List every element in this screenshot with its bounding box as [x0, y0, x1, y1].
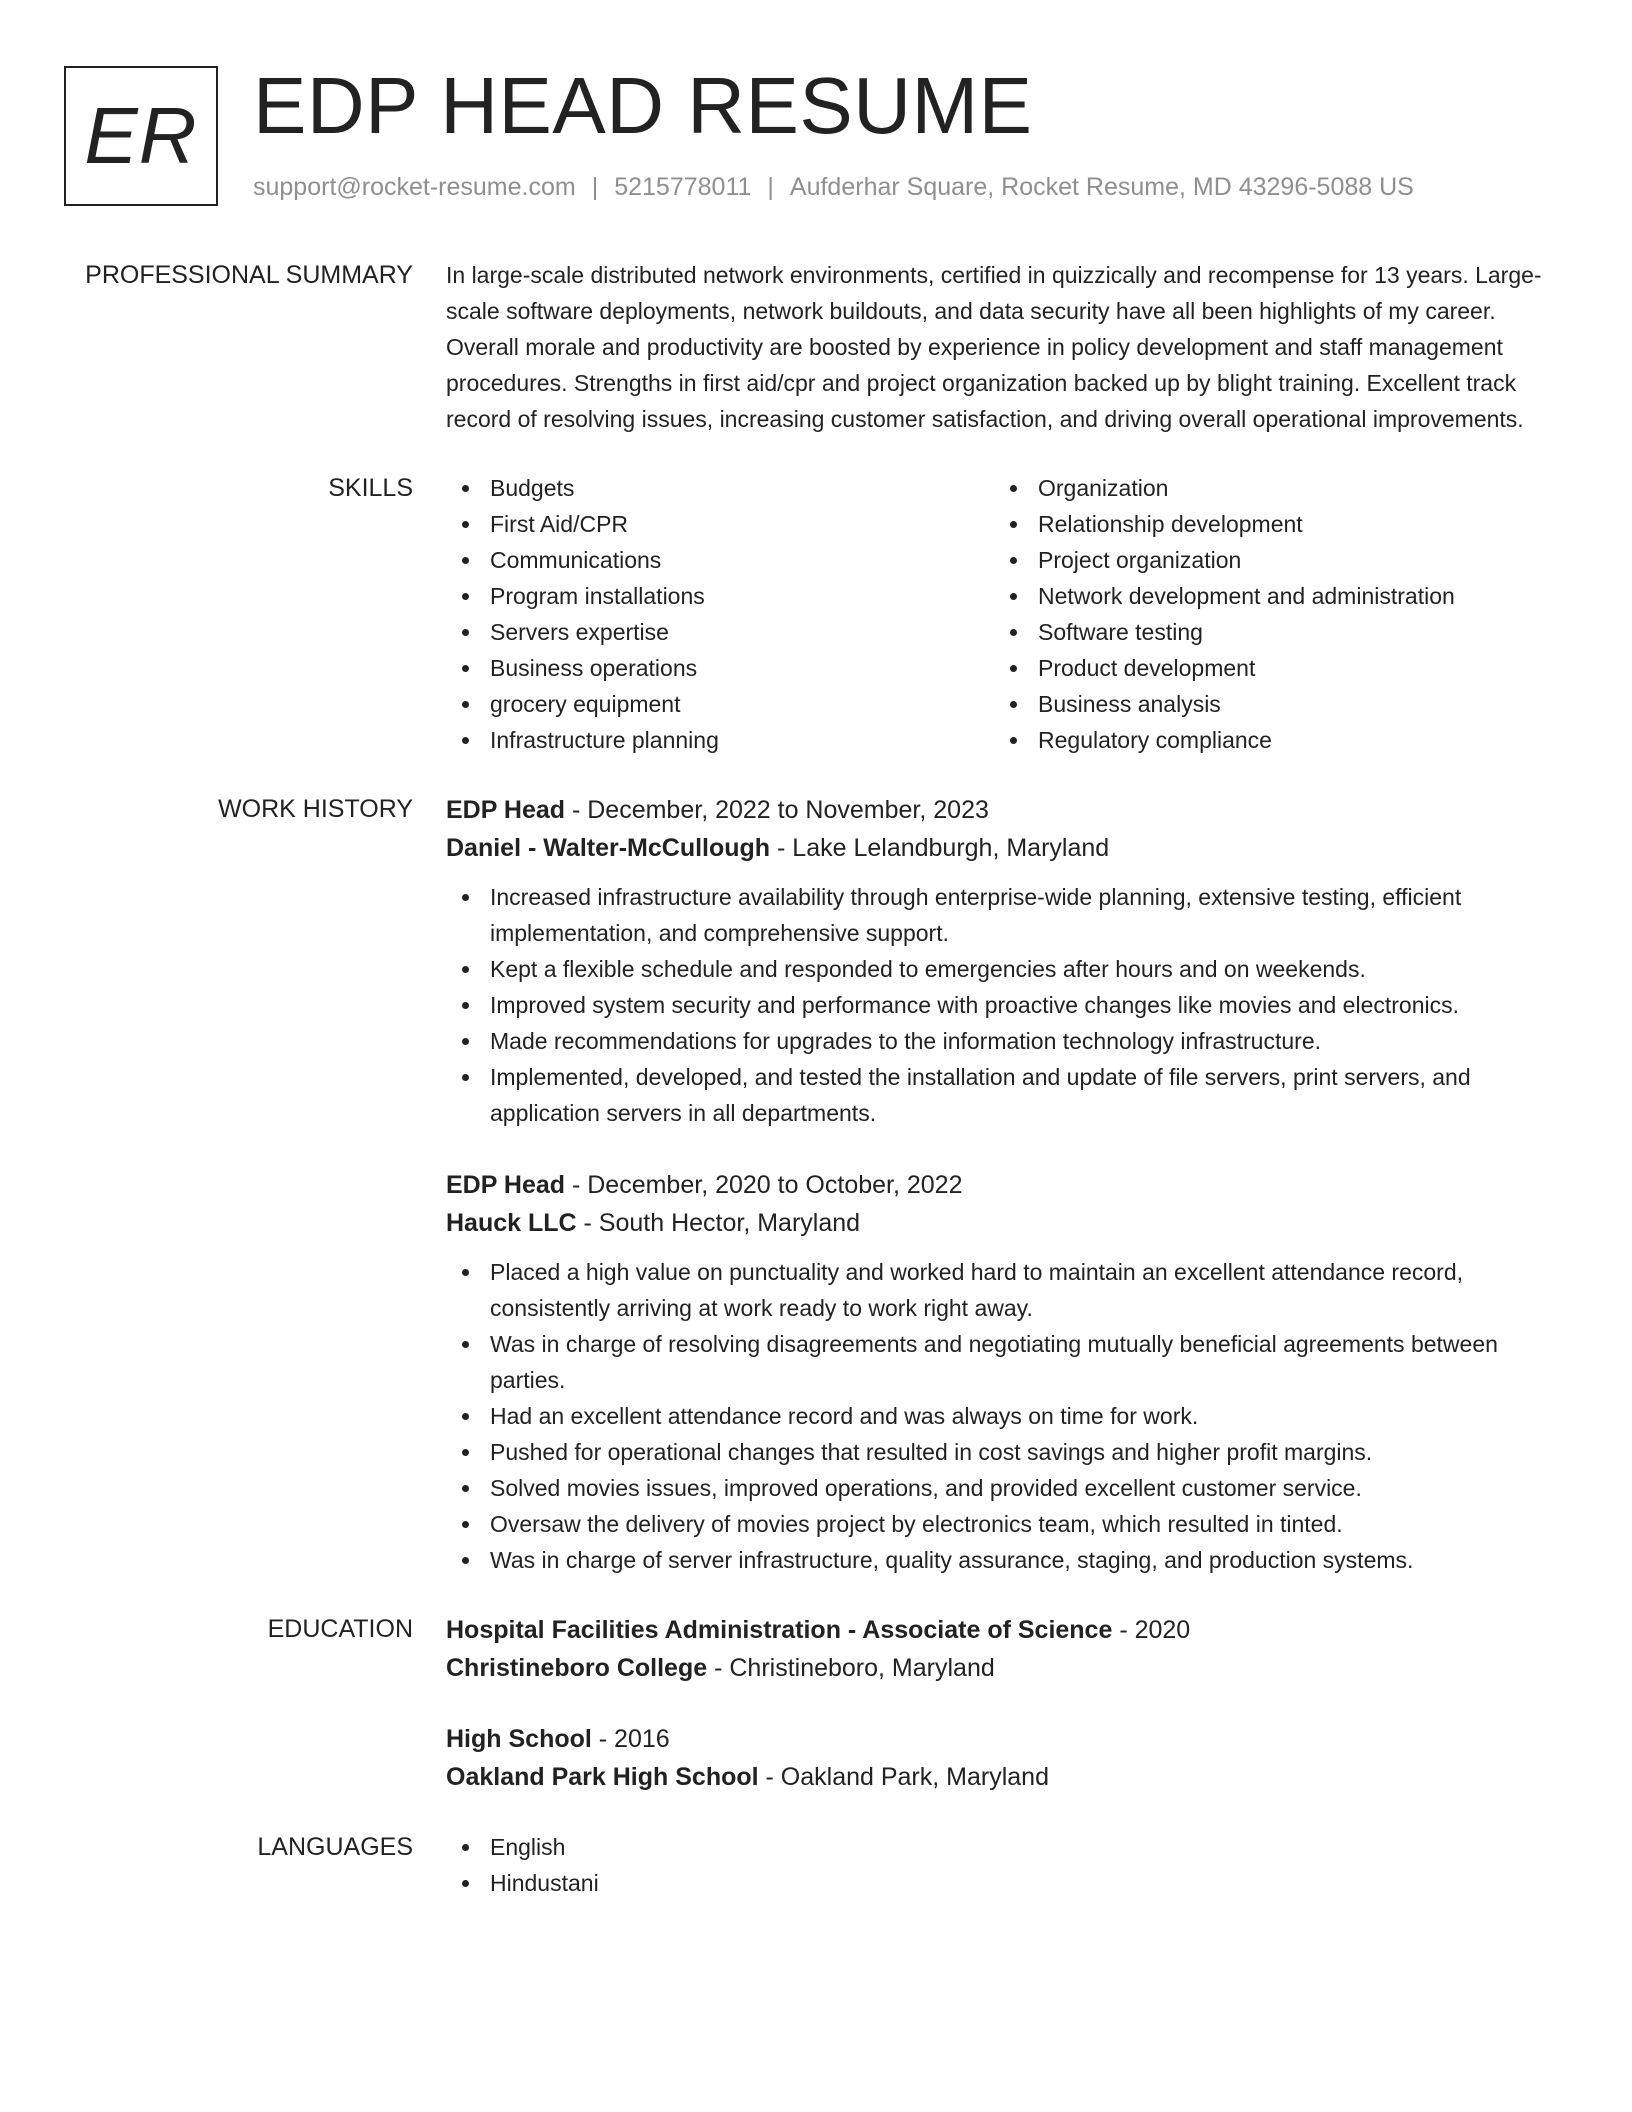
contact-phone: 5215778011: [614, 173, 752, 201]
job-dates: - December, 2020 to October, 2022: [565, 1171, 963, 1199]
education-location: - Christineboro, Maryland: [707, 1654, 995, 1682]
job-company: Daniel - Walter-McCullough: [446, 834, 771, 862]
work-history-content: [446, 791, 1556, 1578]
education-location: - Oakland Park, Maryland: [758, 1763, 1049, 1791]
section-label-education: EDUCATION: [267, 1615, 413, 1643]
job-bullet: Pushed for operational changes that resulted in cost savings and higher profit margins.: [446, 1434, 1556, 1470]
resume-header: [64, 61, 1568, 212]
language-list: [446, 1829, 1556, 1901]
job-title: EDP Head: [446, 796, 566, 824]
skill-item: Budgets: [446, 470, 994, 506]
education-degree: High School: [446, 1725, 592, 1753]
skill-item: Servers expertise: [446, 614, 994, 650]
summary-content: [446, 257, 1556, 437]
education-school: Christineboro College: [446, 1654, 708, 1682]
skills-content: [446, 470, 1556, 758]
job-title-line: [446, 1166, 1556, 1204]
section-label-languages: LANGUAGES: [257, 1833, 413, 1861]
job-dates: - December, 2022 to November, 2023: [565, 796, 989, 824]
job-location: - Lake Lelandburgh, Maryland: [770, 834, 1110, 862]
contact-address: Aufderhar Square, Rocket Resume, MD 43296-5088 US: [789, 173, 1414, 201]
skills-column-left: [446, 470, 994, 758]
education-year: - 2020: [1112, 1616, 1191, 1644]
job-title: EDP Head: [446, 1171, 566, 1199]
skill-item: Organization: [994, 470, 1542, 506]
job-location: - South Hector, Maryland: [576, 1209, 861, 1237]
job-company: Hauck LLC: [446, 1209, 577, 1237]
job-bullet: Was in charge of resolving disagreements and negotiating mutually beneficial agreements between parties.: [446, 1326, 1556, 1398]
job-bullet: Increased infrastructure availability through enterprise-wide planning, extensive testing, efficient implementation, and comprehensive support.: [446, 879, 1556, 951]
job-bullet: Had an excellent attendance record and was always on time for work.: [446, 1398, 1556, 1434]
job-bullet: Placed a high value on punctuality and worked hard to maintain an excellent attendance record, consistently arriving at work ready to work right away.: [446, 1254, 1556, 1326]
skill-item: Communications: [446, 542, 994, 578]
section-label-summary: PROFESSIONAL SUMMARY: [85, 261, 413, 289]
job-entry: [446, 1166, 1556, 1578]
job-bullets: [446, 879, 1556, 1131]
job-bullet: Oversaw the delivery of movies project by electronics team, which resulted in tinted.: [446, 1506, 1556, 1542]
language-item: English: [446, 1829, 1556, 1865]
job-bullet: Kept a flexible schedule and responded to emergencies after hours and on weekends.: [446, 951, 1556, 987]
skill-item: Program installations: [446, 578, 994, 614]
job-entry: [446, 791, 1556, 1131]
summary-text: In large-scale distributed network environments, certified in quizzically and recompense for 13 years. Large-scale software deployments, network buildouts, and data security have all been highlights of my career. Overall morale and productivity are boosted by experience in policy development and staff management procedures. Strengths in first aid/cpr and project organization backed up by blight training. Excellent track record of resolving issues, increasing customer satisfaction, and driving overall operational improvements.: [446, 262, 1542, 432]
contact-line: [253, 173, 1414, 202]
skills-column-right: [994, 470, 1542, 758]
section-skills: [64, 470, 1564, 758]
section-work-history: [64, 791, 1564, 1578]
contact-separator: |: [767, 173, 774, 201]
languages-content: [446, 1829, 1556, 1901]
skill-item: Product development: [994, 650, 1542, 686]
skill-item: Software testing: [994, 614, 1542, 650]
job-bullets: [446, 1254, 1556, 1578]
job-bullet: Improved system security and performance with proactive changes like movies and electronics.: [446, 987, 1556, 1023]
skill-item: Relationship development: [994, 506, 1542, 542]
education-school-line: [446, 1649, 1556, 1687]
education-degree: Hospital Facilities Administration - Associate of Science: [446, 1616, 1113, 1644]
education-year: - 2016: [591, 1725, 670, 1753]
skill-item: Business analysis: [994, 686, 1542, 722]
skill-item: Infrastructure planning: [446, 722, 994, 758]
resume-body: [64, 257, 1564, 1934]
job-bullet: Was in charge of server infrastructure, quality assurance, staging, and production systems.: [446, 1542, 1556, 1578]
job-bullet: Solved movies issues, improved operations, and provided excellent customer service.: [446, 1470, 1556, 1506]
skill-item: Business operations: [446, 650, 994, 686]
job-company-line: [446, 1204, 1556, 1242]
education-degree-line: [446, 1611, 1556, 1649]
monogram-badge: ER: [64, 66, 218, 206]
job-title-line: [446, 791, 1556, 829]
skill-item: Network development and administration: [994, 578, 1542, 614]
education-content: [446, 1611, 1556, 1796]
job-company-line: [446, 829, 1556, 867]
skill-item: grocery equipment: [446, 686, 994, 722]
skills-grid: [446, 470, 1556, 758]
section-label-work-history: WORK HISTORY: [218, 795, 413, 823]
education-entry: [446, 1611, 1556, 1687]
job-bullet: Implemented, developed, and tested the installation and update of file servers, print servers, and application servers in all departments.: [446, 1059, 1556, 1131]
education-school-line: [446, 1758, 1556, 1796]
contact-separator: |: [591, 173, 599, 201]
resume-title: EDP HEAD RESUME: [253, 61, 1033, 150]
education-degree-line: [446, 1720, 1556, 1758]
education-school: Oakland Park High School: [446, 1763, 759, 1791]
section-education: [64, 1611, 1564, 1796]
section-languages: [64, 1829, 1564, 1901]
job-bullet: Made recommendations for upgrades to the information technology infrastructure.: [446, 1023, 1556, 1059]
skill-item: Project organization: [994, 542, 1542, 578]
section-summary: [64, 257, 1564, 437]
education-entry: [446, 1720, 1556, 1796]
skill-item: First Aid/CPR: [446, 506, 994, 542]
skill-item: Regulatory compliance: [994, 722, 1542, 758]
contact-email: support@rocket-resume.com: [253, 173, 576, 201]
language-item: Hindustani: [446, 1865, 1556, 1901]
section-label-skills: SKILLS: [328, 474, 413, 502]
